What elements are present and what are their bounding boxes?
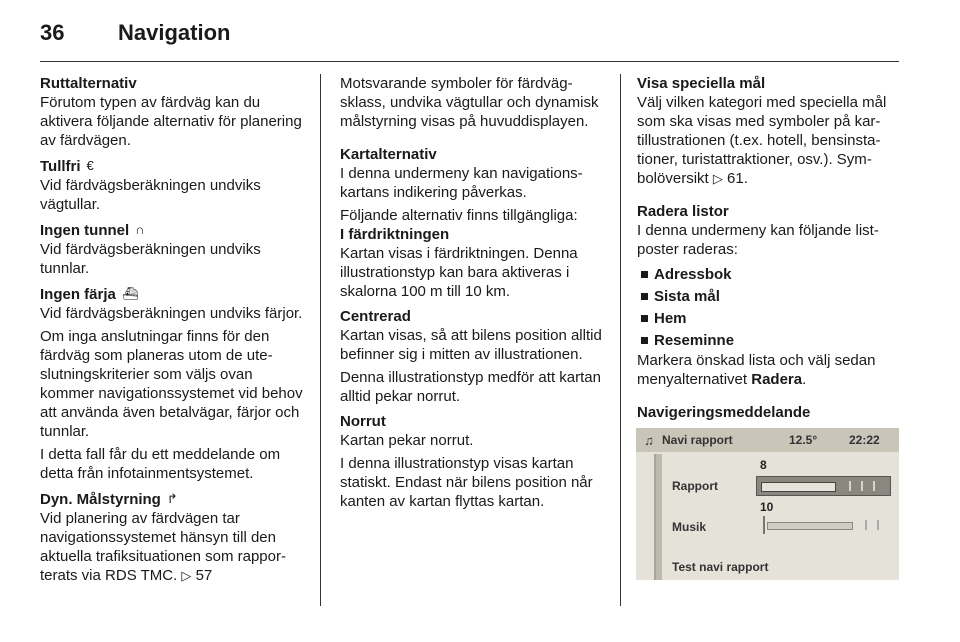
route-options-heading: Ruttalternativ [40, 75, 137, 92]
page-ref-57: 57 [195, 567, 213, 584]
dynamic-guidance-heading: Dyn. Målstyrning ↱ [40, 491, 178, 508]
bullet-icon [641, 337, 648, 344]
no-ferry-text: Vid färdvägsberäkningen undviks färjor. [40, 305, 303, 322]
map-options-text: I denna undermeny kan navigationskartans indikering påverkas. [340, 165, 583, 201]
delete-lists-text: I denna undermeny kan följande listposter raderas: [637, 222, 879, 258]
bullet-icon [641, 293, 648, 300]
column-3 [637, 74, 907, 422]
rapport-value: 8 [760, 458, 767, 472]
delete-lists-heading: Radera listor [637, 203, 729, 220]
centered-text: Kartan visas, så att bilens position alltid befinner sig i mitten av illustrationen. [340, 327, 602, 363]
screen-clock: 22:22 [849, 433, 880, 447]
toll-free-text: Vid färdvägsberäkningen undviks vägtullar. [40, 177, 261, 213]
special-poi-text: Välj vilken kategori med speciella mål som ska visas med symboler på kartillustrationen (t.ex. hotell, bensinstationer, turistattraktioner, osv.). Symbolöversikt ▷ 61. [637, 94, 887, 187]
select-list-text: Markera önskad lista och välj sedan menyalternativet Radera. [637, 352, 876, 388]
rapport-slider [756, 476, 891, 496]
screen-title-bar [636, 428, 899, 452]
message-text: I detta fall får du ett meddelande om detta från infotainmentsystemet. [40, 446, 281, 482]
route-options-text: Förutom typen av färdväg kan du aktivera följande alternativ för planering av färdvägen. [40, 94, 302, 149]
music-note-icon: ♫ [644, 432, 654, 448]
toll-icon: € [86, 158, 94, 173]
centered-heading: Centrerad [340, 308, 411, 325]
no-connection-text: Om inga anslutningar finns för den färdväg som planeras utom de uteslutningskriterier som väljs ovan kommer navigationssystemet vid behov att använda även betalvägar, färjor och tunnlar. [40, 328, 303, 440]
page-title: Navigation [118, 20, 231, 45]
column-divider-1 [320, 74, 321, 606]
toll-free-heading: Tullfri € [40, 158, 94, 175]
page-number: 36 [40, 20, 65, 45]
no-tunnel-text: Vid färdvägsberäkningen undviks tunnlar. [40, 241, 261, 277]
rapport-label: Rapport [672, 479, 718, 493]
test-navi-report-label: Test navi rapport [672, 560, 769, 574]
centered-text-2: Denna illustrationstyp medför att kartan alltid pekar norrut. [340, 369, 601, 405]
ferry-icon: ⛴ [121, 286, 139, 301]
list-item: Hem [637, 307, 907, 329]
header-divider [40, 61, 899, 62]
north-up-heading: Norrut [340, 413, 386, 430]
rapport-slider-fill [761, 482, 836, 492]
screen-title: Navi rapport [662, 433, 733, 447]
screen-temperature: 12.5° [789, 433, 818, 447]
page-header [40, 16, 230, 50]
no-ferry-heading: Ingen färja ⛴ [40, 286, 139, 303]
symbols-text: Motsvarande symboler för färdvägsklass, undvika vägtullar och dynamisk målstyrning visas på huvuddisplayen. [340, 75, 599, 130]
list-item: Reseminne [637, 329, 907, 351]
available-options-text: Följande alternativ finns tillgängliga: [340, 207, 578, 224]
list-item: Sista mål [637, 285, 907, 307]
no-tunnel-heading: Ingen tunnel ∩ [40, 222, 145, 239]
dynamic-guidance-text: Vid planering av färdvägen tar navigationssystemet hänsyn till den aktuella trafiksituationen som rapporterats via RDS TMC. ▷ 57 [40, 510, 286, 584]
nav-message-heading: Navigeringsmeddelande [637, 404, 811, 421]
tunnel-icon: ∩ [135, 222, 145, 237]
musik-slider [763, 516, 885, 534]
page-ref-arrow-icon: ▷ [181, 568, 192, 583]
heading-up-text: Kartan visas i färdriktningen. Denna illustrationstyp kan bara aktiveras i skalorna 100 m till 10 km. [340, 245, 578, 300]
page-ref-61: 61. [727, 170, 748, 187]
navi-report-screen [636, 428, 899, 580]
dynamic-guidance-icon: ↱ [166, 491, 178, 506]
bullet-icon [641, 315, 648, 322]
screen-scrollbar [654, 454, 662, 580]
north-up-text-2: I denna illustrationstyp visas kartan statiskt. Endast när bilens position når kanten av kartan flyttas kartan. [340, 455, 593, 510]
musik-slider-fill [767, 522, 853, 530]
column-divider-2 [620, 74, 621, 606]
north-up-text: Kartan pekar norrut. [340, 432, 474, 449]
special-poi-heading: Visa speciella mål [637, 75, 766, 92]
map-options-heading: Kartalternativ [340, 146, 437, 163]
musik-value: 10 [760, 500, 774, 514]
list-item: Adressbok [637, 263, 907, 285]
column-1 [40, 74, 310, 585]
page-ref-arrow-icon: ▷ [712, 171, 723, 186]
bullet-icon [641, 271, 648, 278]
column-2 [340, 74, 610, 511]
musik-label: Musik [672, 520, 707, 534]
heading-up-heading: I färdriktningen [340, 226, 450, 243]
